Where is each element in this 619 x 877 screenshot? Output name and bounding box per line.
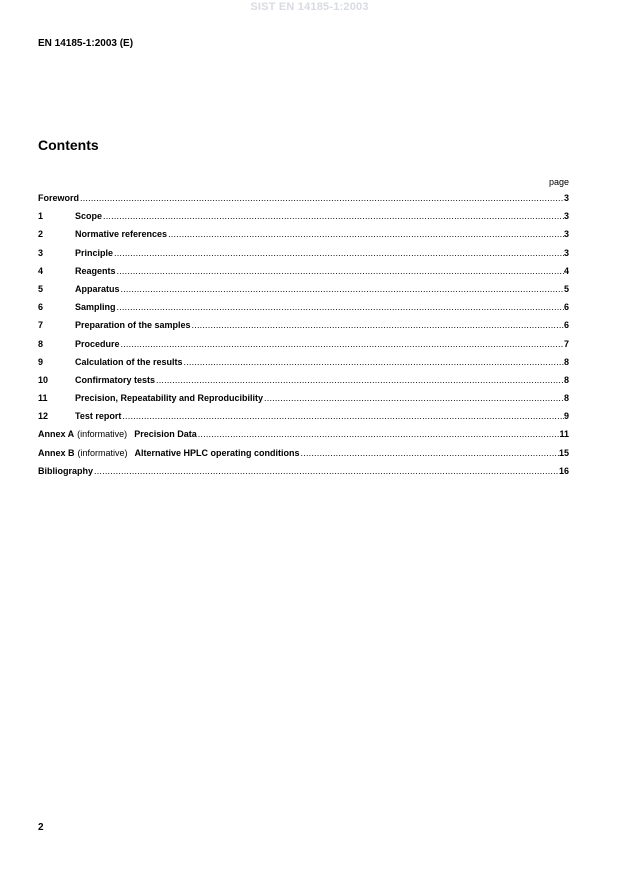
- toc-entry-page: 3: [563, 247, 569, 258]
- toc-leader-dots: [117, 302, 564, 312]
- toc-entry-number: 11: [38, 393, 48, 404]
- toc-entry-title: Calculation of the results: [75, 356, 183, 367]
- toc-entry-number: 9: [38, 356, 44, 367]
- toc-entry-title: Reagents: [75, 265, 116, 276]
- toc-entry-page: 3: [563, 193, 569, 203]
- toc-entry-calculation-of-results[interactable]: [38, 357, 569, 375]
- toc-entry-title: Procedure: [75, 338, 120, 349]
- toc-entry-page: 8: [563, 374, 569, 385]
- toc-entry-title: Precision Data: [134, 429, 197, 440]
- toc-leader-dots: [80, 193, 564, 203]
- toc-leader-dots: [103, 211, 564, 221]
- toc-entry-sampling[interactable]: [38, 302, 569, 320]
- toc-leader-dots: [264, 393, 564, 403]
- toc-entry-page: 6: [563, 302, 569, 313]
- toc-entry-page: 15: [558, 447, 569, 458]
- toc-entry-title: Apparatus: [75, 283, 120, 294]
- toc-entry-page: 5: [563, 283, 569, 294]
- toc-annex-type: (informative): [77, 429, 128, 440]
- toc-entry-page: 3: [563, 229, 569, 240]
- toc-leader-dots: [114, 248, 564, 258]
- toc-entry-annex-a[interactable]: [38, 429, 569, 447]
- toc-entry-bibliography[interactable]: [38, 466, 569, 484]
- toc-entry-precision[interactable]: [38, 393, 569, 411]
- toc-leader-dots: [168, 229, 564, 239]
- toc-entry-normative-references[interactable]: [38, 229, 569, 247]
- toc-entry-page: 7: [563, 338, 569, 349]
- toc-entry-title: Preparation of the samples: [75, 320, 191, 331]
- toc-entry-number: 8: [38, 338, 44, 349]
- toc-entry-number: 3: [38, 247, 44, 258]
- toc-annex-label: Annex A: [38, 429, 75, 440]
- toc-entry-apparatus[interactable]: [38, 284, 569, 302]
- toc-leader-dots: [121, 339, 564, 349]
- toc-entry-title: Scope: [75, 211, 103, 222]
- toc-entry-title: Alternative HPLC operating conditions: [134, 447, 300, 458]
- toc-entry-number: 7: [38, 320, 44, 331]
- toc-entry-page: 8: [563, 356, 569, 367]
- toc-leader-dots: [117, 266, 564, 276]
- toc-entry-number: 6: [38, 302, 44, 313]
- toc-entry-title: Sampling: [75, 302, 116, 313]
- toc-entry-title: Normative references: [75, 229, 168, 240]
- page-column-label: page: [548, 177, 569, 187]
- toc-entry-scope[interactable]: [38, 211, 569, 229]
- toc-entry-title: Bibliography: [38, 465, 94, 476]
- toc-entry-page: 9: [563, 411, 569, 422]
- toc-leader-dots: [121, 284, 564, 294]
- toc-entry-page: 4: [563, 265, 569, 276]
- toc-entry-number: 4: [38, 265, 44, 276]
- toc-entry-number: 1: [38, 211, 44, 222]
- page-number: 2: [38, 822, 44, 833]
- toc-leader-dots: [184, 357, 564, 367]
- toc-leader-dots: [198, 429, 560, 439]
- toc-entry-confirmatory-tests[interactable]: [38, 375, 569, 393]
- toc-leader-dots: [301, 448, 559, 458]
- document-id: EN 14185-1:2003 (E): [38, 38, 134, 49]
- toc-leader-dots: [122, 411, 564, 421]
- toc-annex-label: Annex B: [38, 447, 75, 458]
- toc-entry-title: Test report: [75, 411, 122, 422]
- toc-leader-dots: [156, 375, 564, 385]
- toc-leader-dots: [192, 320, 564, 330]
- toc-entry-title: Precision, Repeatability and Reproducibility: [75, 393, 264, 404]
- toc-entry-title: Principle: [75, 247, 114, 258]
- toc-entry-page: 11: [559, 429, 569, 440]
- toc-leader-dots: [94, 466, 559, 476]
- toc-entry-foreword[interactable]: [38, 193, 569, 211]
- toc-entry-number: 10: [38, 374, 49, 385]
- toc-entry-number: 12: [38, 411, 49, 422]
- toc-entry-number: 5: [38, 283, 44, 294]
- toc-entry-page: 16: [558, 465, 569, 476]
- toc-entry-page: 3: [563, 211, 569, 222]
- toc-entry-title: Confirmatory tests: [75, 374, 156, 385]
- toc-entry-number: 2: [38, 229, 44, 240]
- toc-entry-test-report[interactable]: [38, 411, 569, 429]
- toc-entry-title: Foreword: [38, 193, 80, 203]
- toc-entry-reagents[interactable]: [38, 266, 569, 284]
- toc-entry-page: 6: [563, 320, 569, 331]
- contents-heading: Contents: [38, 137, 99, 153]
- toc-entry-procedure[interactable]: [38, 339, 569, 357]
- watermark: SIST EN 14185-1:2003: [250, 1, 369, 13]
- toc-entry-preparation-of-samples[interactable]: [38, 320, 569, 338]
- toc-annex-type: (informative): [77, 447, 128, 458]
- toc-entry-page: 8: [563, 393, 569, 404]
- toc-entry-principle[interactable]: [38, 248, 569, 266]
- table-of-contents: [38, 193, 569, 484]
- toc-entry-annex-b[interactable]: [38, 448, 569, 466]
